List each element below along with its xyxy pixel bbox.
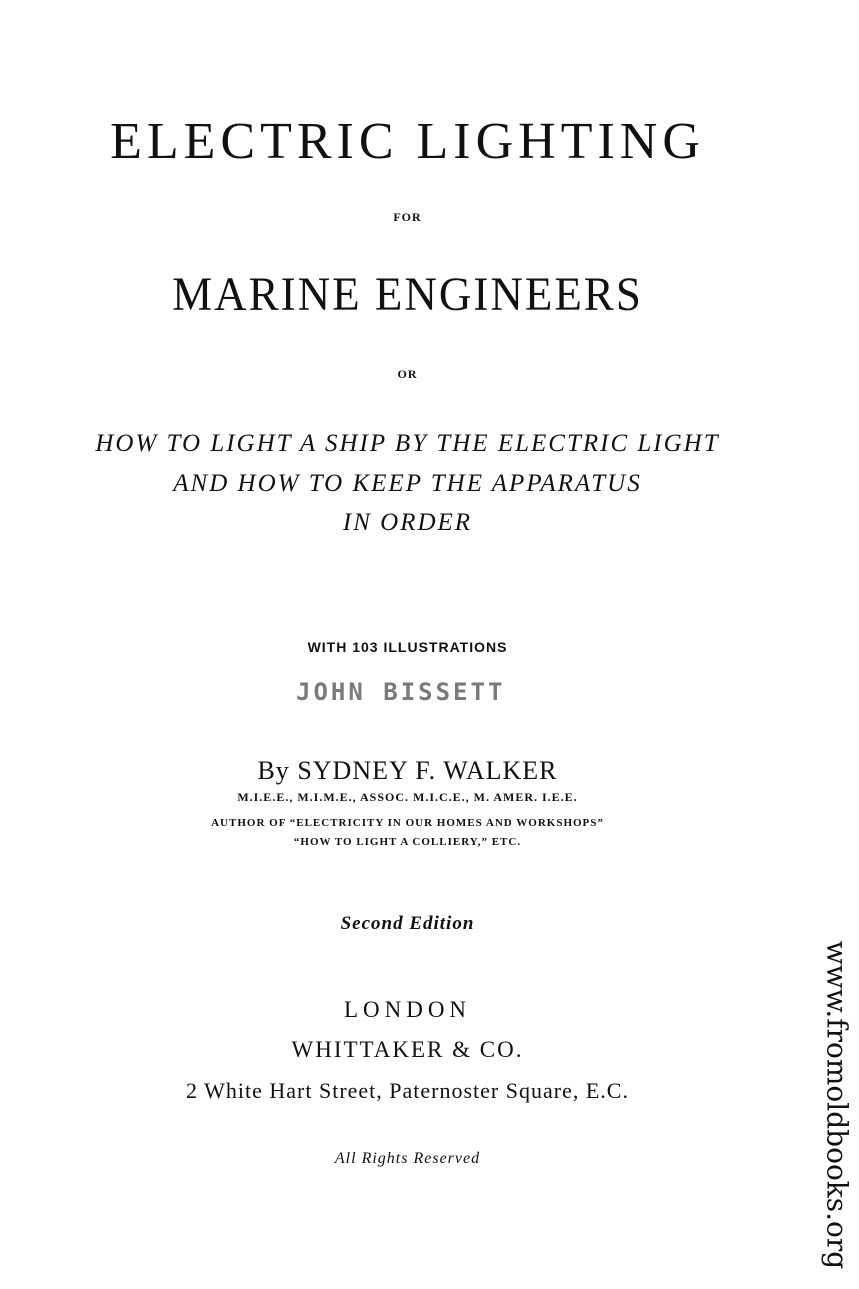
- subtitle-line-3: IN ORDER: [342, 509, 473, 536]
- imprint-publisher: WHITTAKER & CO.: [291, 1037, 524, 1062]
- imprint-address: 2 White Hart Street, Paternoster Square, E.C.: [186, 1078, 629, 1103]
- rights-notice: All Rights Reserved: [334, 1150, 481, 1167]
- author-by: By: [257, 756, 290, 785]
- author-line: [0, 756, 815, 786]
- author-works-line-1: AUTHOR OF “ELECTRICITY IN OUR HOMES AND WORKSHOPS”: [211, 817, 604, 829]
- author-works-line-2: “HOW TO LIGHT A COLLIERY,” ETC.: [293, 836, 522, 848]
- book-title-second-line: MARINE ENGINEERS: [172, 267, 643, 321]
- site-watermark: [815, 935, 859, 1275]
- title-connector-for: FOR: [393, 210, 422, 224]
- author-qualifications: M.I.E.E., M.I.M.E., ASSOC. M.I.C.E., M. AMER. I.E.E.: [237, 790, 578, 804]
- imprint-city: LONDON: [343, 997, 472, 1022]
- subtitle-line-2: AND HOW TO KEEP THE APPARATUS: [173, 470, 642, 497]
- subtitle-line-1: HOW TO LIGHT A SHIP BY THE ELECTRIC LIGHT: [95, 430, 720, 457]
- watermark-text: www.fromoldbooks.org: [820, 940, 854, 1270]
- title-connector-or: OR: [397, 367, 418, 381]
- book-title: ELECTRIC LIGHTING: [110, 113, 705, 170]
- illustrations-note: WITH 103 ILLUSTRATIONS: [307, 639, 508, 655]
- owner-stamp: JOHN BISSETT: [296, 678, 506, 706]
- author-name: SYDNEY F. WALKER: [297, 756, 558, 785]
- edition-note: Second Edition: [340, 913, 475, 934]
